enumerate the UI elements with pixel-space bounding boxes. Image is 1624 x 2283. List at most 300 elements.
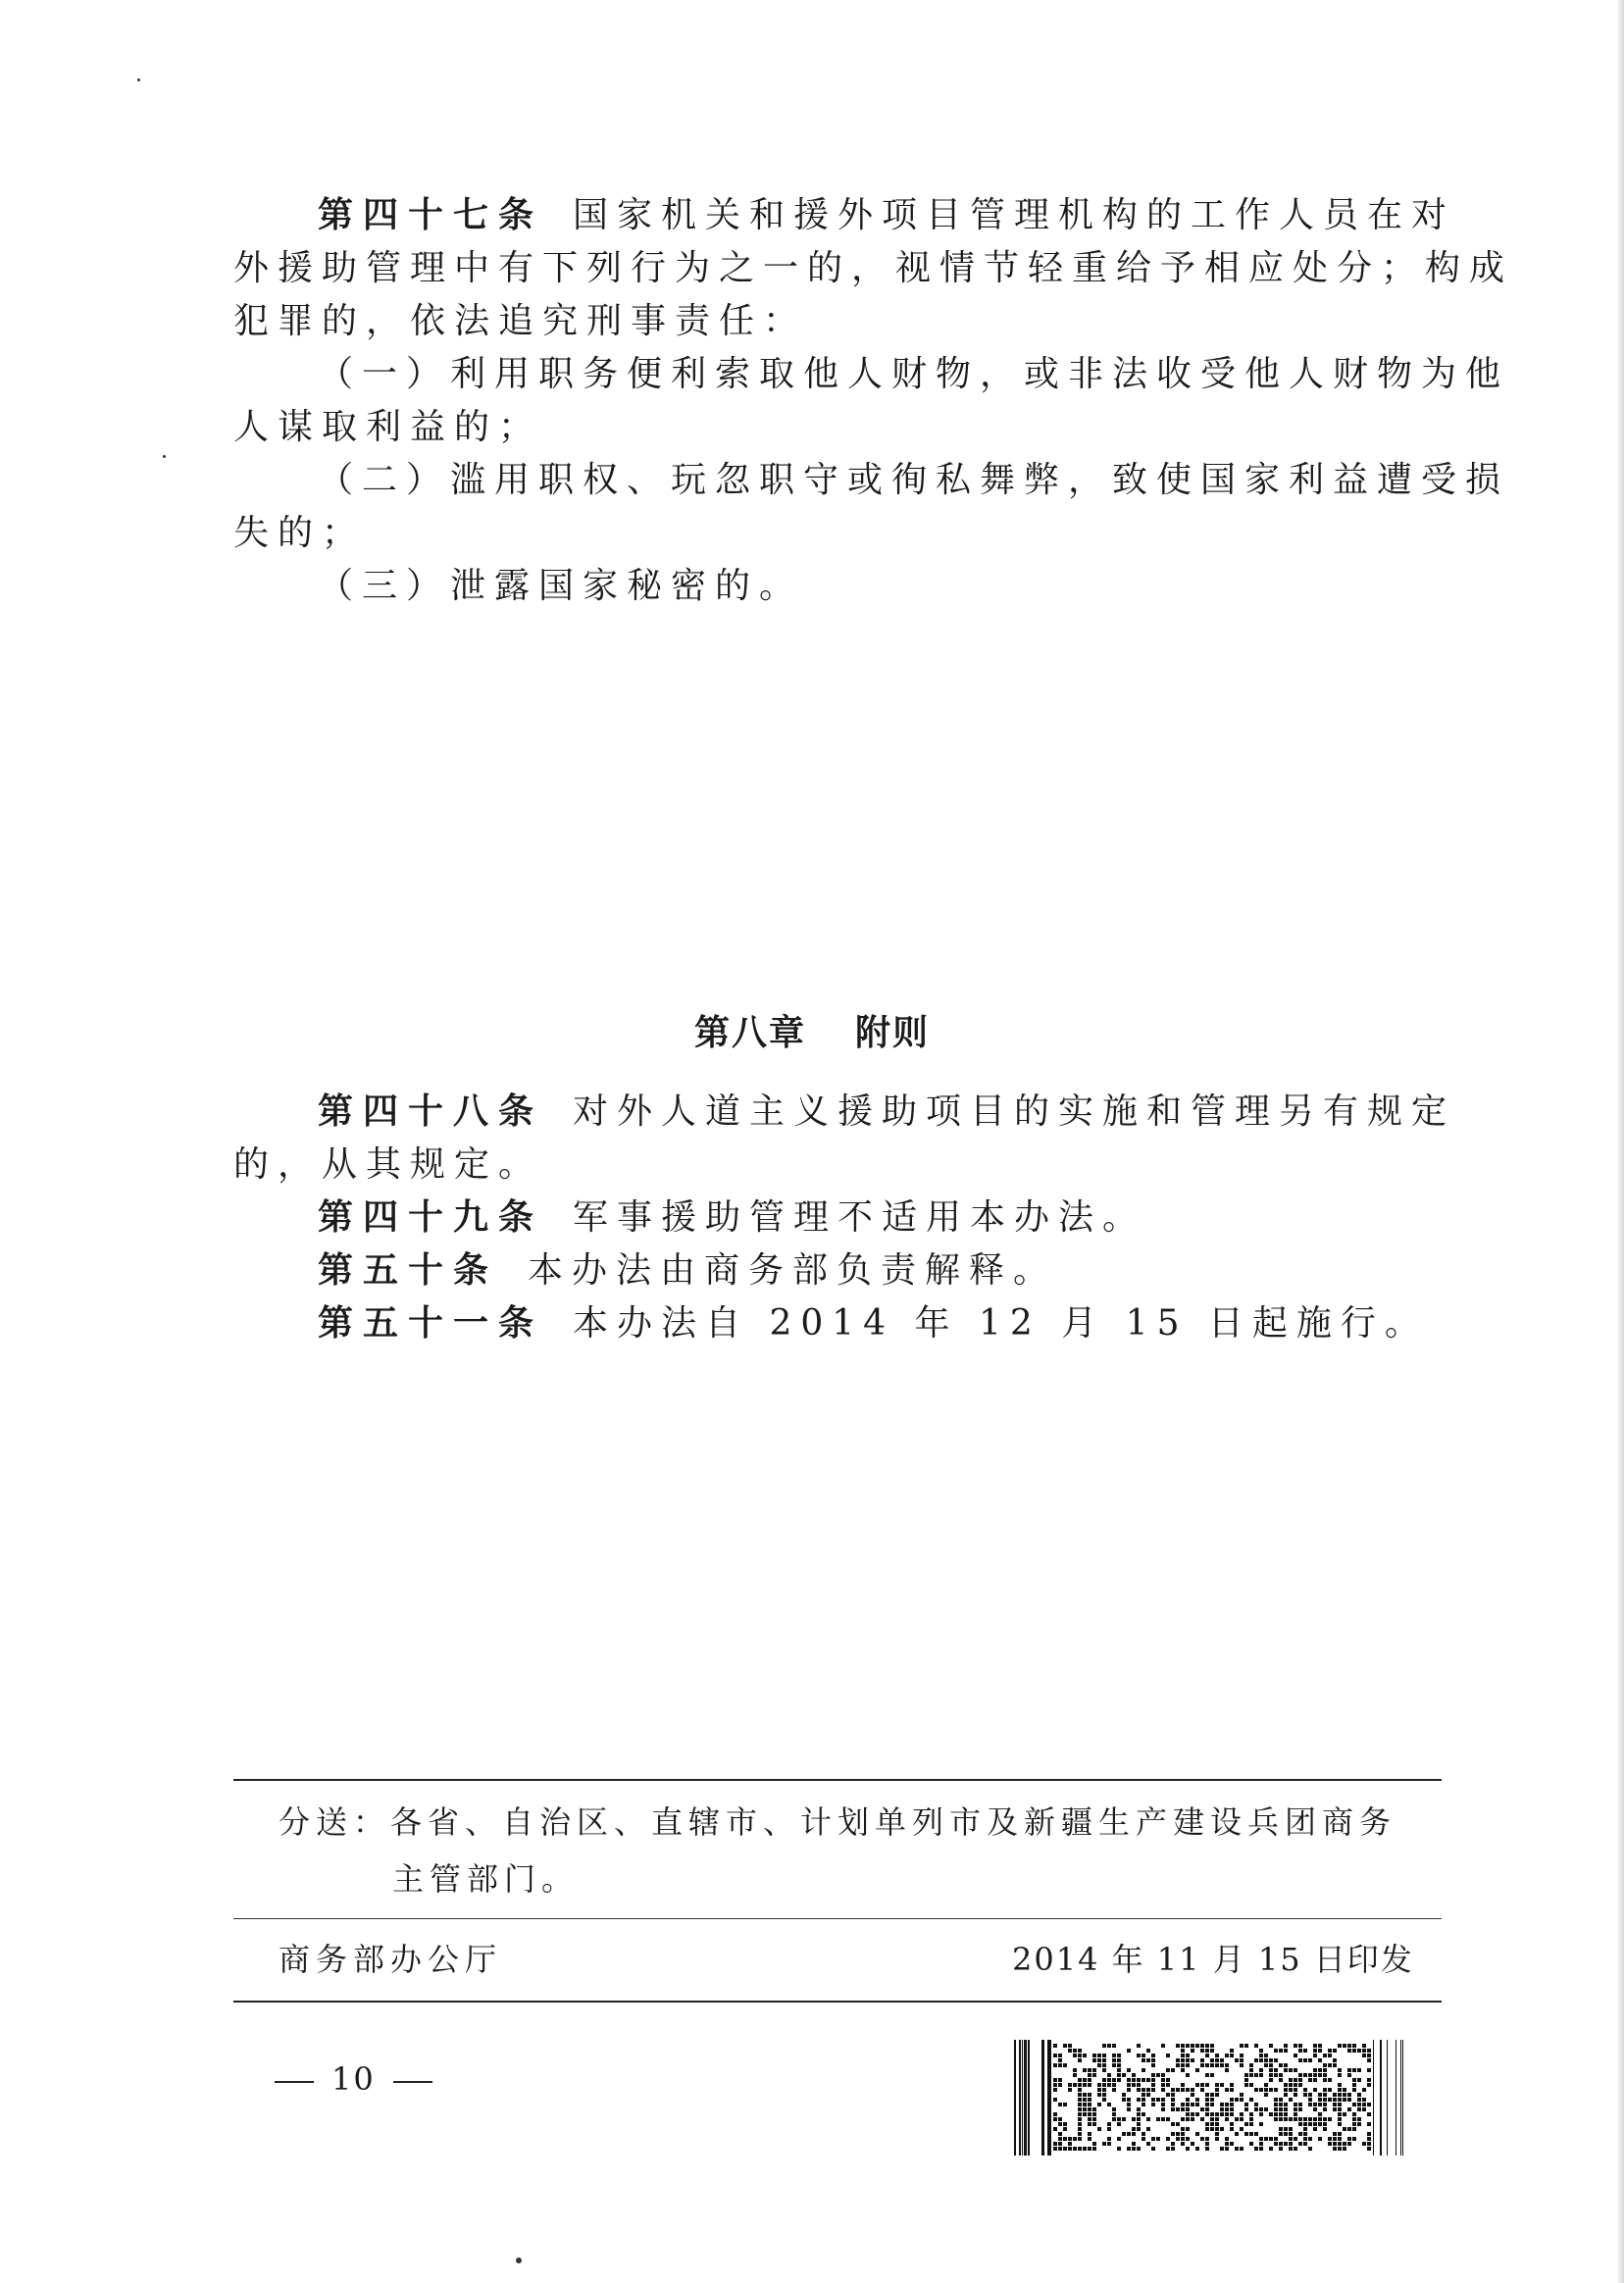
barcode-bar [1019, 2040, 1021, 2156]
barcode-module [1220, 2063, 1224, 2067]
barcode-module [1215, 2132, 1219, 2136]
barcode-module [1367, 2068, 1371, 2072]
barcode-module [1200, 2049, 1204, 2053]
barcode-bar [1387, 2040, 1388, 2156]
barcode-module [1294, 2117, 1297, 2121]
barcode-module [1274, 2112, 1278, 2116]
barcode-module [1191, 2044, 1194, 2048]
barcode-module [1220, 2147, 1224, 2151]
barcode-module [1249, 2132, 1253, 2136]
barcode-module [1127, 2147, 1131, 2151]
barcode-module [1107, 2073, 1111, 2077]
article-47-item-2-line-1: （二）滥用职权、玩忽职守或徇私舞弊，致使国家利益遭受损 [318, 460, 1510, 500]
barcode-module [1195, 2112, 1199, 2116]
barcode-module [1323, 2122, 1327, 2126]
barcode-module [1249, 2122, 1253, 2126]
barcode-module [1078, 2054, 1082, 2057]
barcode-module [1308, 2147, 1312, 2151]
barcode-module [1205, 2063, 1209, 2067]
barcode-module [1367, 2103, 1371, 2106]
barcode-module [1313, 2054, 1317, 2057]
barcode-module [1254, 2103, 1258, 2106]
barcode-module [1161, 2088, 1165, 2092]
barcode-module [1078, 2093, 1082, 2097]
barcode-module [1294, 2137, 1297, 2141]
barcode-module [1151, 2137, 1155, 2141]
barcode-module [1200, 2137, 1204, 2141]
barcode-module [1313, 2073, 1317, 2077]
barcode-module [1284, 2068, 1288, 2072]
barcode-module [1362, 2098, 1366, 2102]
barcode-module [1058, 2103, 1062, 2106]
page-number-value: 10 [331, 2060, 376, 2098]
barcode-module [1137, 2083, 1141, 2087]
barcode-module [1205, 2098, 1209, 2102]
barcode-module [1274, 2073, 1278, 2077]
barcode-module [1151, 2103, 1155, 2106]
barcode-module [1102, 2068, 1106, 2072]
barcode-module [1186, 2117, 1190, 2121]
barcode-module [1298, 2078, 1302, 2082]
barcode-module [1053, 2063, 1057, 2067]
barcode-module [1289, 2132, 1293, 2136]
barcode-module [1151, 2088, 1155, 2092]
barcode-module [1142, 2132, 1145, 2136]
barcode-module [1166, 2117, 1170, 2121]
barcode-module [1142, 2137, 1145, 2141]
barcode-module [1205, 2103, 1209, 2106]
barcode-module [1333, 2132, 1337, 2136]
barcode-module [1078, 2103, 1082, 2106]
barcode-module [1205, 2112, 1209, 2116]
barcode-module [1142, 2054, 1145, 2057]
barcode-module [1318, 2122, 1322, 2126]
barcode-module [1274, 2137, 1278, 2141]
barcode-module [1068, 2147, 1072, 2151]
barcode-module [1107, 2142, 1111, 2146]
barcode-module [1303, 2142, 1307, 2146]
barcode-module [1166, 2093, 1170, 2097]
barcode-module [1343, 2044, 1346, 2048]
barcode-module [1289, 2083, 1293, 2087]
barcode-module [1146, 2127, 1150, 2131]
barcode-module [1142, 2078, 1145, 2082]
barcode-module [1338, 2137, 1342, 2141]
barcode-module [1092, 2117, 1096, 2121]
barcode-module [1186, 2098, 1190, 2102]
barcode-module [1161, 2103, 1165, 2106]
barcode-module [1078, 2083, 1082, 2087]
barcode-module [1210, 2044, 1214, 2048]
barcode-module [1146, 2049, 1150, 2053]
barcode-module [1298, 2058, 1302, 2062]
barcode-module [1323, 2063, 1327, 2067]
barcode-module [1323, 2103, 1327, 2106]
barcode-module [1097, 2083, 1101, 2087]
article-51-text: 本办法自 2014 年 12 月 15 日起施行。 [573, 1303, 1429, 1344]
barcode-module [1333, 2137, 1337, 2141]
barcode-module [1313, 2068, 1317, 2072]
barcode-module [1259, 2068, 1263, 2072]
barcode-module [1151, 2073, 1155, 2077]
barcode-module [1181, 2107, 1185, 2111]
barcode-module [1058, 2054, 1062, 2057]
barcode-module [1142, 2093, 1145, 2097]
barcode-module [1176, 2044, 1180, 2048]
barcode-module [1259, 2112, 1263, 2116]
barcode-module [1303, 2073, 1307, 2077]
barcode-module [1092, 2068, 1096, 2072]
barcode-module [1205, 2137, 1209, 2141]
barcode-module [1274, 2068, 1278, 2072]
barcode-module [1068, 2088, 1072, 2092]
barcode-module [1333, 2107, 1337, 2111]
barcode-module [1142, 2103, 1145, 2106]
barcode-module [1161, 2078, 1165, 2082]
barcode-module [1249, 2112, 1253, 2116]
barcode-module [1303, 2093, 1307, 2097]
barcode-module [1289, 2127, 1293, 2131]
barcode-module [1240, 2098, 1243, 2102]
distribution-line-2: 主管部门。 [392, 1860, 580, 1898]
barcode-module [1254, 2088, 1258, 2092]
barcode-module [1318, 2073, 1322, 2077]
barcode-module [1112, 2054, 1116, 2057]
barcode-module [1230, 2049, 1234, 2053]
barcode-module [1171, 2093, 1175, 2097]
barcode-module [1137, 2054, 1141, 2057]
barcode-module [1117, 2073, 1121, 2077]
barcode-module [1146, 2058, 1150, 2062]
article-47-item-1-line-1: （一）利用职务便利索取他人财物，或非法收受他人财物为他 [318, 354, 1510, 394]
barcode-module [1215, 2063, 1219, 2067]
barcode-module [1063, 2127, 1067, 2131]
barcode-module [1102, 2088, 1106, 2092]
barcode-module [1186, 2088, 1190, 2092]
barcode-module [1240, 2117, 1243, 2121]
barcode-module [1328, 2098, 1332, 2102]
barcode-module [1298, 2083, 1302, 2087]
barcode-module [1269, 2068, 1273, 2072]
barcode-module [1053, 2127, 1057, 2131]
barcode-module [1352, 2083, 1356, 2087]
barcode-module [1161, 2107, 1165, 2111]
barcode-module [1205, 2073, 1209, 2077]
barcode-module [1254, 2147, 1258, 2151]
barcode-module [1294, 2068, 1297, 2072]
barcode-module [1210, 2112, 1214, 2116]
barcode-module [1338, 2088, 1342, 2092]
barcode-module [1269, 2044, 1273, 2048]
barcode-bar [1022, 2040, 1023, 2156]
chapter-title: 附则 [855, 1013, 931, 1053]
article-48-first-line [318, 1089, 1456, 1136]
barcode-module [1102, 2083, 1106, 2087]
barcode-module [1343, 2112, 1346, 2116]
barcode-module [1181, 2083, 1185, 2087]
scan-edge [1618, 0, 1624, 2283]
barcode-module [1156, 2137, 1160, 2141]
article-47-item-2-line-2: 失的； [233, 513, 367, 553]
barcode-module [1107, 2078, 1111, 2082]
barcode-module [1308, 2058, 1312, 2062]
barcode-module [1279, 2078, 1283, 2082]
barcode-module [1328, 2049, 1332, 2053]
barcode-module [1181, 2049, 1185, 2053]
barcode-module [1249, 2073, 1253, 2077]
barcode-module [1338, 2112, 1342, 2116]
barcode-bar [1024, 2040, 1027, 2156]
barcode-module [1102, 2142, 1106, 2146]
barcode-module [1343, 2088, 1346, 2092]
barcode-module [1112, 2063, 1116, 2067]
barcode-module [1274, 2107, 1278, 2111]
barcode-module [1078, 2127, 1082, 2131]
barcode-module [1367, 2142, 1371, 2146]
barcode-module [1215, 2137, 1219, 2141]
barcode-module [1053, 2117, 1057, 2121]
barcode-module [1343, 2147, 1346, 2151]
barcode-module [1117, 2068, 1121, 2072]
barcode-module [1068, 2049, 1072, 2053]
barcode-module [1303, 2088, 1307, 2092]
barcode-module [1112, 2088, 1116, 2092]
barcode-module [1092, 2107, 1096, 2111]
barcode-module [1142, 2088, 1145, 2092]
barcode-module [1298, 2103, 1302, 2106]
barcode-module [1083, 2078, 1087, 2082]
barcode-module [1151, 2058, 1155, 2062]
barcode-module [1186, 2044, 1190, 2048]
barcode-module [1352, 2127, 1356, 2131]
barcode-module [1259, 2054, 1263, 2057]
barcode-module [1259, 2137, 1263, 2141]
barcode-module [1127, 2103, 1131, 2106]
article-50 [318, 1247, 1430, 1294]
barcode-module [1313, 2044, 1317, 2048]
barcode-module [1230, 2083, 1234, 2087]
barcode-module [1088, 2093, 1091, 2097]
barcode-module [1215, 2117, 1219, 2121]
barcode-module [1318, 2137, 1322, 2141]
barcode-module [1294, 2078, 1297, 2082]
barcode-module [1137, 2044, 1141, 2048]
barcode-module [1195, 2083, 1199, 2087]
barcode-module [1230, 2112, 1234, 2116]
barcode-module [1318, 2068, 1322, 2072]
barcode-module [1294, 2107, 1297, 2111]
barcode-module [1308, 2093, 1312, 2097]
barcode-module [1166, 2078, 1170, 2082]
barcode-module [1240, 2063, 1243, 2067]
barcode-module [1181, 2088, 1185, 2092]
barcode-module [1210, 2093, 1214, 2097]
barcode-module [1284, 2083, 1288, 2087]
barcode-module [1215, 2127, 1219, 2131]
barcode-module [1338, 2093, 1342, 2097]
barcode-module [1298, 2132, 1302, 2136]
barcode-module [1323, 2078, 1327, 2082]
barcode-module [1200, 2117, 1204, 2121]
barcode-module [1107, 2137, 1111, 2141]
barcode-module [1112, 2112, 1116, 2116]
barcode-module [1284, 2093, 1288, 2097]
barcode-module [1156, 2073, 1160, 2077]
barcode-module [1357, 2098, 1361, 2102]
barcode-module [1303, 2117, 1307, 2121]
barcode-module [1367, 2112, 1371, 2116]
barcode-module [1181, 2068, 1185, 2072]
barcode-module [1097, 2063, 1101, 2067]
barcode-module [1367, 2083, 1371, 2087]
barcode-module [1181, 2044, 1185, 2048]
barcode-module [1323, 2117, 1327, 2121]
barcode-module [1210, 2049, 1214, 2053]
barcode-module [1102, 2044, 1106, 2048]
barcode-module [1137, 2078, 1141, 2082]
barcode-module [1318, 2098, 1322, 2102]
barcode-module [1298, 2142, 1302, 2146]
barcode-module [1215, 2054, 1219, 2057]
barcode-module [1249, 2098, 1253, 2102]
barcode-module [1318, 2058, 1322, 2062]
barcode-module [1171, 2103, 1175, 2106]
barcode-module [1362, 2142, 1366, 2146]
barcode-module [1151, 2063, 1155, 2067]
footer-middle-rule [233, 1918, 1442, 1919]
barcode-module [1269, 2058, 1273, 2062]
barcode-module [1298, 2073, 1302, 2077]
article-47-item-3: （三）泄露国家秘密的。 [318, 566, 804, 606]
barcode-module [1289, 2098, 1293, 2102]
barcode-module [1328, 2054, 1332, 2057]
barcode-module [1274, 2117, 1278, 2121]
barcode-module [1308, 2103, 1312, 2106]
barcode-module [1107, 2127, 1111, 2131]
barcode-module [1146, 2142, 1150, 2146]
barcode-module [1284, 2103, 1288, 2106]
barcode-module [1210, 2058, 1214, 2062]
barcode-module [1132, 2078, 1136, 2082]
barcode-module [1269, 2073, 1273, 2077]
barcode-module [1259, 2122, 1263, 2126]
barcode-module [1313, 2088, 1317, 2092]
barcode-module [1303, 2127, 1307, 2131]
barcode-module [1161, 2098, 1165, 2102]
barcode-module [1112, 2107, 1116, 2111]
barcode-module [1333, 2049, 1337, 2053]
barcode-module [1308, 2078, 1312, 2082]
barcode-module [1186, 2137, 1190, 2141]
barcode-module [1078, 2078, 1082, 2082]
barcode-module [1092, 2058, 1096, 2062]
barcode-module [1279, 2132, 1283, 2136]
barcode-module [1279, 2063, 1283, 2067]
barcode-module [1112, 2117, 1116, 2121]
barcode-module [1205, 2107, 1209, 2111]
barcode-module [1151, 2083, 1155, 2087]
barcode-module [1053, 2088, 1057, 2092]
barcode-module [1318, 2112, 1322, 2116]
barcode-module [1338, 2117, 1342, 2121]
barcode-module [1088, 2083, 1091, 2087]
barcode-module [1191, 2142, 1194, 2146]
barcode-module [1195, 2132, 1199, 2136]
barcode-module [1313, 2049, 1317, 2053]
barcode-module [1357, 2117, 1361, 2121]
barcode-module [1240, 2147, 1243, 2151]
barcode-module [1313, 2107, 1317, 2111]
barcode-module [1347, 2068, 1351, 2072]
barcode-module [1142, 2068, 1145, 2072]
barcode-module [1200, 2044, 1204, 2048]
barcode-module [1338, 2098, 1342, 2102]
barcode-module [1122, 2117, 1126, 2121]
barcode-module [1298, 2117, 1302, 2121]
barcode-module [1092, 2054, 1096, 2057]
barcode-module [1073, 2083, 1077, 2087]
barcode-module [1102, 2058, 1106, 2062]
barcode-module [1053, 2098, 1057, 2102]
barcode-module [1210, 2098, 1214, 2102]
barcode-module [1088, 2117, 1091, 2121]
barcode-module [1132, 2083, 1136, 2087]
barcode-module [1161, 2117, 1165, 2121]
barcode-module [1303, 2058, 1307, 2062]
barcode-module [1083, 2103, 1087, 2106]
barcode-module [1073, 2054, 1077, 2057]
barcode-module [1127, 2098, 1131, 2102]
barcode-module [1092, 2142, 1096, 2146]
barcode-module [1333, 2142, 1337, 2146]
barcode-module [1367, 2132, 1371, 2136]
barcode-module [1294, 2044, 1297, 2048]
barcode-module [1146, 2093, 1150, 2097]
barcode-module [1215, 2083, 1219, 2087]
barcode-module [1146, 2117, 1150, 2121]
barcode-module [1264, 2137, 1268, 2141]
barcode-module [1244, 2078, 1248, 2082]
barcode-module [1367, 2049, 1371, 2053]
barcode-module [1073, 2049, 1077, 2053]
barcode-module [1338, 2073, 1342, 2077]
barcode-module [1097, 2103, 1101, 2106]
barcode-module [1367, 2054, 1371, 2057]
article-49-label: 第四十九条 [318, 1197, 544, 1238]
barcode-module [1083, 2083, 1087, 2087]
barcode-module [1171, 2107, 1175, 2111]
barcode-module [1210, 2127, 1214, 2131]
barcode-module [1352, 2122, 1356, 2126]
barcode-module [1176, 2107, 1180, 2111]
barcode-module [1338, 2107, 1342, 2111]
barcode-module [1151, 2147, 1155, 2151]
barcode-module [1171, 2147, 1175, 2151]
barcode-module [1244, 2103, 1248, 2106]
barcode-module [1338, 2044, 1342, 2048]
issue-date: 2014 年 11 月 15 日印发 [1012, 1941, 1414, 1978]
barcode-module [1279, 2117, 1283, 2121]
barcode-module [1078, 2112, 1082, 2116]
barcode-module [1063, 2137, 1067, 2141]
barcode-module [1132, 2147, 1136, 2151]
barcode-module [1092, 2122, 1096, 2126]
barcode-module [1220, 2127, 1224, 2131]
barcode-module [1210, 2063, 1214, 2067]
barcode-module [1225, 2117, 1229, 2121]
barcode-module [1240, 2112, 1243, 2116]
barcode-module [1357, 2093, 1361, 2097]
